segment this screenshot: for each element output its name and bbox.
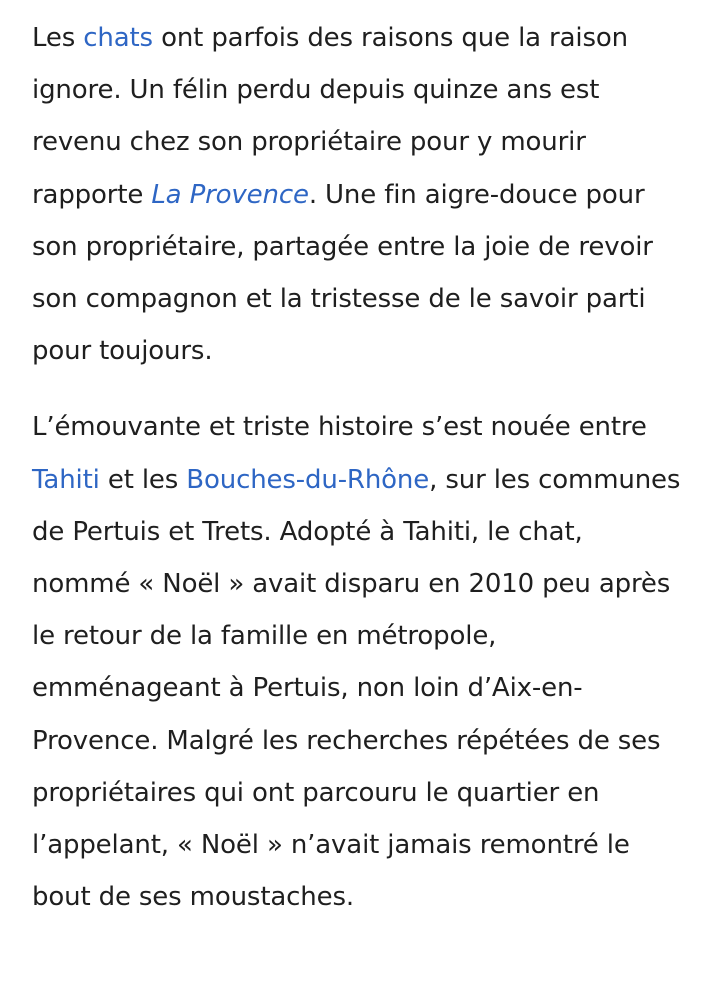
paragraph-text: ont parfois des raisons que la raison ignore. Un félin perdu depuis quinze ans est revenu chez son propriétaire pour y mourir rapporte bbox=[32, 23, 628, 210]
link-tahiti[interactable]: Tahiti bbox=[32, 464, 100, 495]
paragraph-story bbox=[32, 401, 682, 923]
paragraph-text: . Une fin aigre-douce pour son propriétaire, partagée entre la joie de revoir son compagnon et la tristesse de le savoir parti pour toujours. bbox=[32, 179, 653, 367]
link-la-provence-label: La Provence bbox=[151, 179, 309, 210]
paragraph-intro bbox=[32, 12, 682, 377]
link-chats[interactable]: chats bbox=[83, 23, 153, 53]
paragraph-text: , sur les communes de Pertuis et Trets. Adopté à Tahiti, le chat, nommé « Noël » avait disparu en 2010 peu après le retour de la famille en métropole, emménageant à Pertuis, non loin d’Aix-en-Provence. Malgré les recherches répétées de ses propriétaires qui ont parcouru le quartier en l’appelant, « Noël » n’avait jamais remontré le bout de ses moustaches. bbox=[32, 464, 681, 913]
paragraph-text: et les bbox=[99, 464, 187, 495]
paragraph-text: Les bbox=[32, 23, 84, 53]
link-bouches-du-rhone[interactable]: Bouches-du-Rhône bbox=[186, 464, 430, 495]
link-la-provence[interactable] bbox=[151, 180, 308, 210]
paragraph-text: L’émouvante et triste histoire s’est nouée entre bbox=[32, 412, 647, 443]
article-body bbox=[32, 12, 682, 923]
